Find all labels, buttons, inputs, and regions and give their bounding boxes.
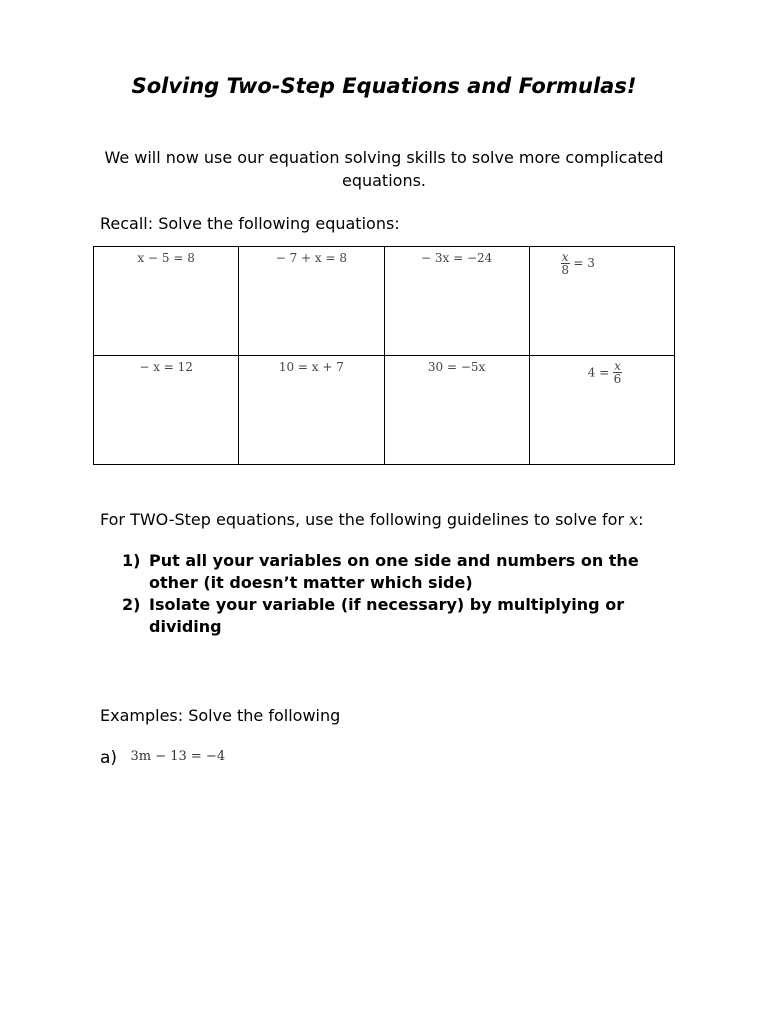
step-text: Put all your variables on one side and numbers on the other (it doesn’t matter which side) [149,551,639,592]
equation-cell [239,247,384,356]
equation-cell [529,356,674,465]
example-a-label: a) [100,748,118,768]
equation-cell [239,356,384,465]
equation: − 7 + x = 8 [275,251,348,265]
fraction-denominator: 6 [613,372,622,386]
guidelines-colon: : [638,510,644,529]
equation-rhs: = 3 [573,256,595,270]
worksheet-title: Solving Two-Step Equations and Formulas! [131,74,637,98]
equation-cell [94,247,239,356]
equation-lhs: 4 = [587,365,610,380]
equation: − x = 12 [139,360,193,374]
equation-cell [384,247,529,356]
guidelines-text: For TWO-Step equations, use the following guidelines to solve for [100,510,625,529]
step-text: Isolate your variable (if necessary) by multiplying or dividing [149,595,625,636]
equation-cell [384,356,529,465]
fraction [561,251,570,276]
equation-cell [529,247,674,356]
equation: x − 5 = 8 [137,251,195,265]
recall-equations-table [93,246,675,465]
equation: 10 = x + 7 [278,360,344,374]
recall-instruction: Recall: Solve the following equations: [100,214,400,233]
fraction-numerator: x [614,359,621,373]
fraction-equation [561,251,595,276]
equation: 30 = −5x [427,360,486,374]
list-item [122,550,642,594]
table-row [94,247,675,356]
guidelines-intro [100,508,644,531]
step-number: 2) [122,595,141,614]
step-number: 1) [122,551,141,570]
fraction-numerator: x [561,250,569,264]
equation-cell [94,356,239,465]
example-a-equation: 3m − 13 = −4 [130,749,226,764]
fraction-denominator: 8 [561,263,569,277]
list-item [122,594,642,638]
example-a [100,748,225,768]
examples-heading: Examples: Solve the following [100,706,341,725]
equation: − 3x = −24 [420,251,493,265]
variable-x: x [629,510,639,529]
table-row [94,356,675,465]
fraction [613,360,622,385]
guideline-steps [122,550,642,638]
fraction-equation [588,360,622,385]
intro-paragraph: We will now use our equation solving skills to solve more complicated equations. [104,148,664,190]
